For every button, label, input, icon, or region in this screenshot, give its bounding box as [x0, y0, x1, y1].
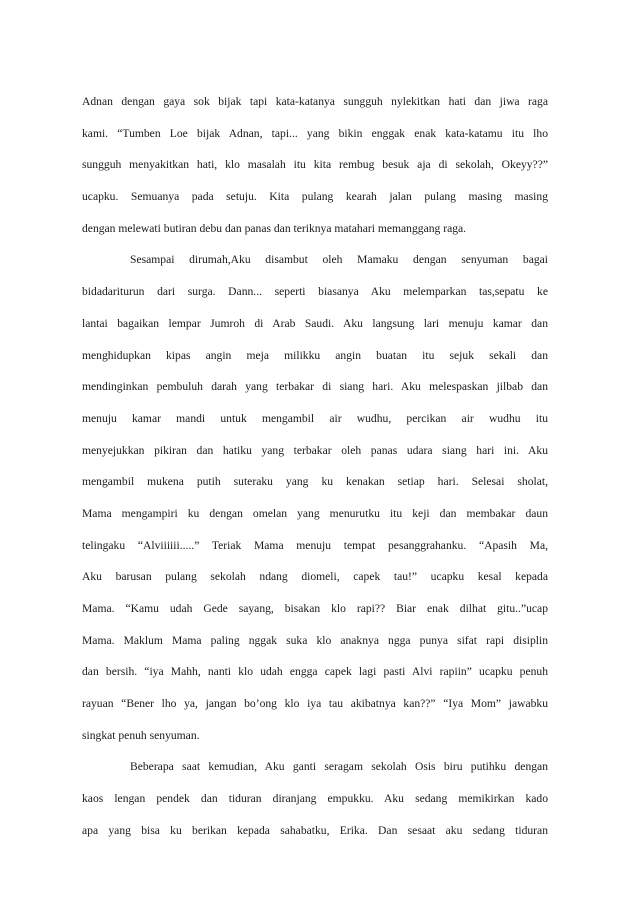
- text-line: menghidupkan kipas angin meja milikku angin buatan itu sejuk sekali dan: [82, 348, 548, 362]
- text-line: ucapku. Semuanya pada setuju. Kita pulang kearah jalan pulang masing masing: [82, 190, 548, 204]
- text-line: Aku barusan pulang sekolah ndang diomeli, capek tau!” ucapku kesal kepada: [82, 570, 548, 584]
- text-line: mendinginkan pembuluh darah yang terbakar di siang hari. Aku melespaskan jilbab dan: [82, 380, 548, 394]
- text-line: mengambil mukena putih suteraku yang ku kenakan setiap hari. Selesai sholat,: [82, 475, 548, 489]
- text-line: kami. “Tumben Loe bijak Adnan, tapi... yang bikin enggak enak kata-katamu itu lho: [82, 126, 548, 140]
- document-body: [82, 86, 548, 847]
- text-line: singkat penuh senyuman.: [82, 728, 200, 742]
- text-line: kaos lengan pendek dan tiduran diranjang empukku. Aku sedang memikirkan kado: [82, 792, 548, 806]
- text-line: sungguh menyakitkan hati, klo masalah itu kita rembug besuk aja di sekolah, Okeyy??”: [82, 158, 548, 172]
- text-line: telingaku “Alviiiiii.....” Teriak Mama menuju tempat pesanggrahanku. “Apasih Ma,: [82, 538, 548, 552]
- text-line: Beberapa saat kemudian, Aku ganti seragam sekolah Osis biru putihku dengan: [130, 760, 548, 774]
- text-line: Mama. “Kamu udah Gede sayang, bisakan klo rapi?? Biar enak dilhat gitu..”ucap: [82, 602, 548, 615]
- text-line: dengan melewati butiran debu dan panas dan teriknya matahari memanggang raga.: [82, 221, 467, 235]
- text-line: bidadariturun dari surga. Dann... seperti biasanya Aku melemparkan tas,sepatu ke: [82, 285, 548, 299]
- text-line: rayuan “Bener lho ya, jangan bo’ong klo iya tau akibatnya kan??” “Iya Mom” jawabku: [82, 697, 548, 711]
- text-line: apa yang bisa ku berikan kepada sahabatku, Erika. Dan sesaat aku sedang tiduran: [82, 823, 548, 837]
- text-line: menuju kamar mandi untuk mengambil air wudhu, percikan air wudhu itu: [82, 411, 548, 425]
- text-line: Sesampai dirumah,Aku disambut oleh Mamaku dengan senyuman bagai: [130, 253, 548, 267]
- text-line: menyejukkan pikiran dan hatiku yang terbakar oleh panas udara siang hari ini. Aku: [82, 443, 548, 457]
- text-line: Mama. Maklum Mama paling nggak suka klo anaknya ngga punya sifat rapi disiplin: [82, 633, 548, 647]
- text-line: dan bersih. “iya Mahh, nanti klo udah engga capek lagi pasti Alvi rapiin” ucapku penuh: [82, 665, 548, 679]
- text-line: Mama mengampiri ku dengan omelan yang menurutku itu keji dan membakar daun: [82, 506, 548, 520]
- text-line: Adnan dengan gaya sok bijak tapi kata-katanya sungguh nylekitkan hati dan jiwa raga: [82, 95, 548, 108]
- text-line: lantai bagaikan lempar Jumroh di Arab Saudi. Aku langsung lari menuju kamar dan: [82, 316, 548, 330]
